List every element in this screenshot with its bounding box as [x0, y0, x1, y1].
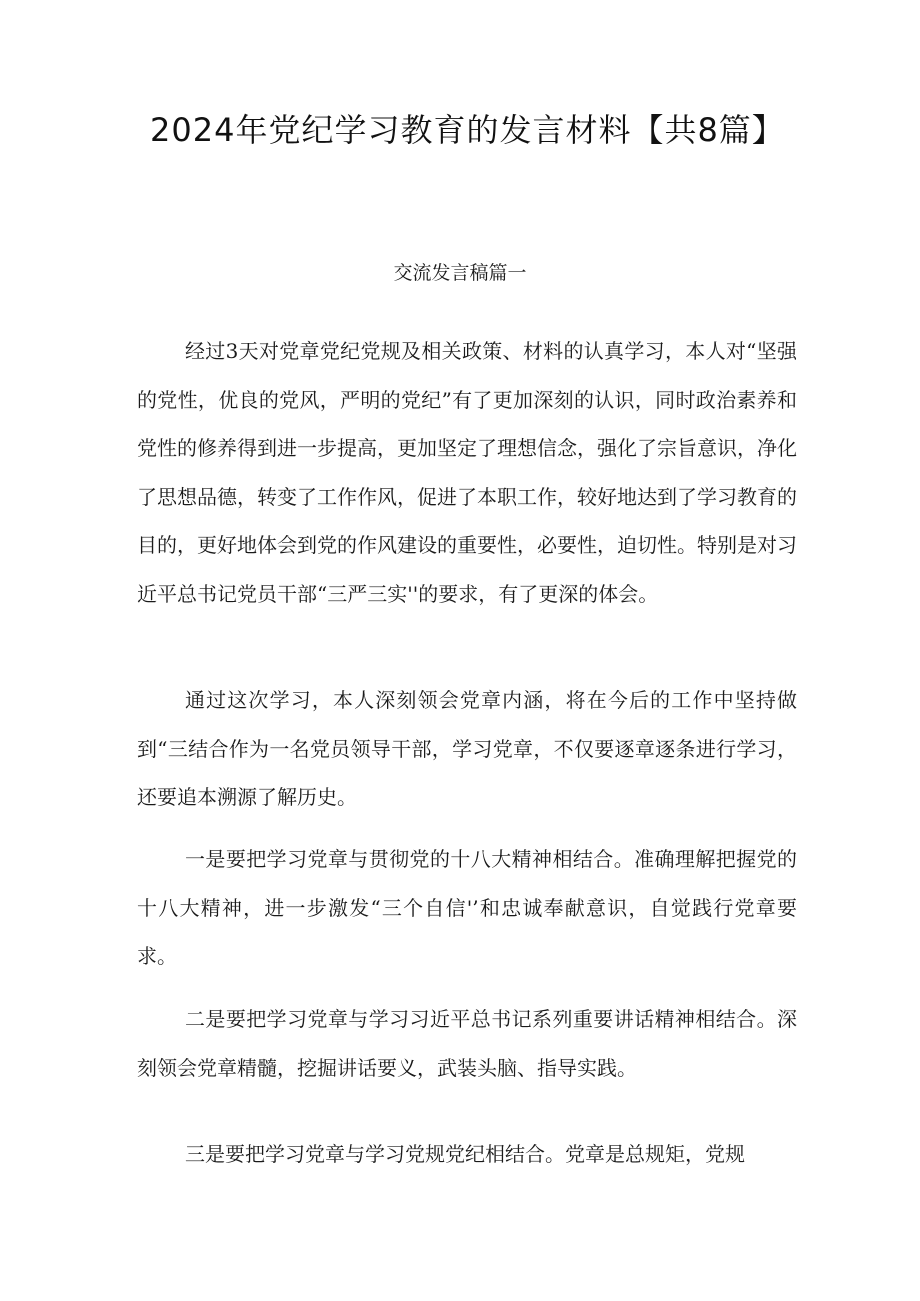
section-subtitle: 交流发言稿篇一	[393, 262, 527, 284]
paragraph-1: 经过3天对党章党纪党规及相关政策、材料的认真学习，本人对“坚强的党性，优良的党风，严明的党纪”有了更加深刻的认识，同时政治素养和党性的修养得到进一步提高，更加坚定了理想信念，强化了宗旨意识，净化了思想品德，转变了工作作风，促进了本职工作，较好地达到了学习教育的目的，更好地体会到党的作风建设的重要性，必要性，迫切性。特别是对习近平总书记党员干部“三严三实''的要求，有了更深的体会。	[137, 339, 797, 606]
paragraph-2: 通过这次学习，本人深刻领会党章内涵，将在今后的工作中坚持做到“三结合作为一名党员领导干部，学习党章，不仅要逐章逐条进行学习，还要追本溯源了解历史。	[137, 688, 797, 809]
paragraph-5: 三是要把学习党章与学习党规党纪相结合。党章是总规矩，党规	[185, 1142, 745, 1166]
document-title: 2024年党纪学习教育的发言材料【共8篇】	[150, 111, 785, 149]
paragraph-4: 二是要把学习党章与学习习近平总书记系列重要讲话精神相结合。深刻领会党章精髓，挖掘讲话要义，武装头脑、指导实践。	[137, 1007, 797, 1080]
paragraph-3: 一是要把学习党章与贯彻党的十八大精神相结合。准确理解把握党的十八大精神，进一步激发“三个自信'’和忠诚奉献意识，自觉践行党章要求。	[137, 847, 797, 968]
